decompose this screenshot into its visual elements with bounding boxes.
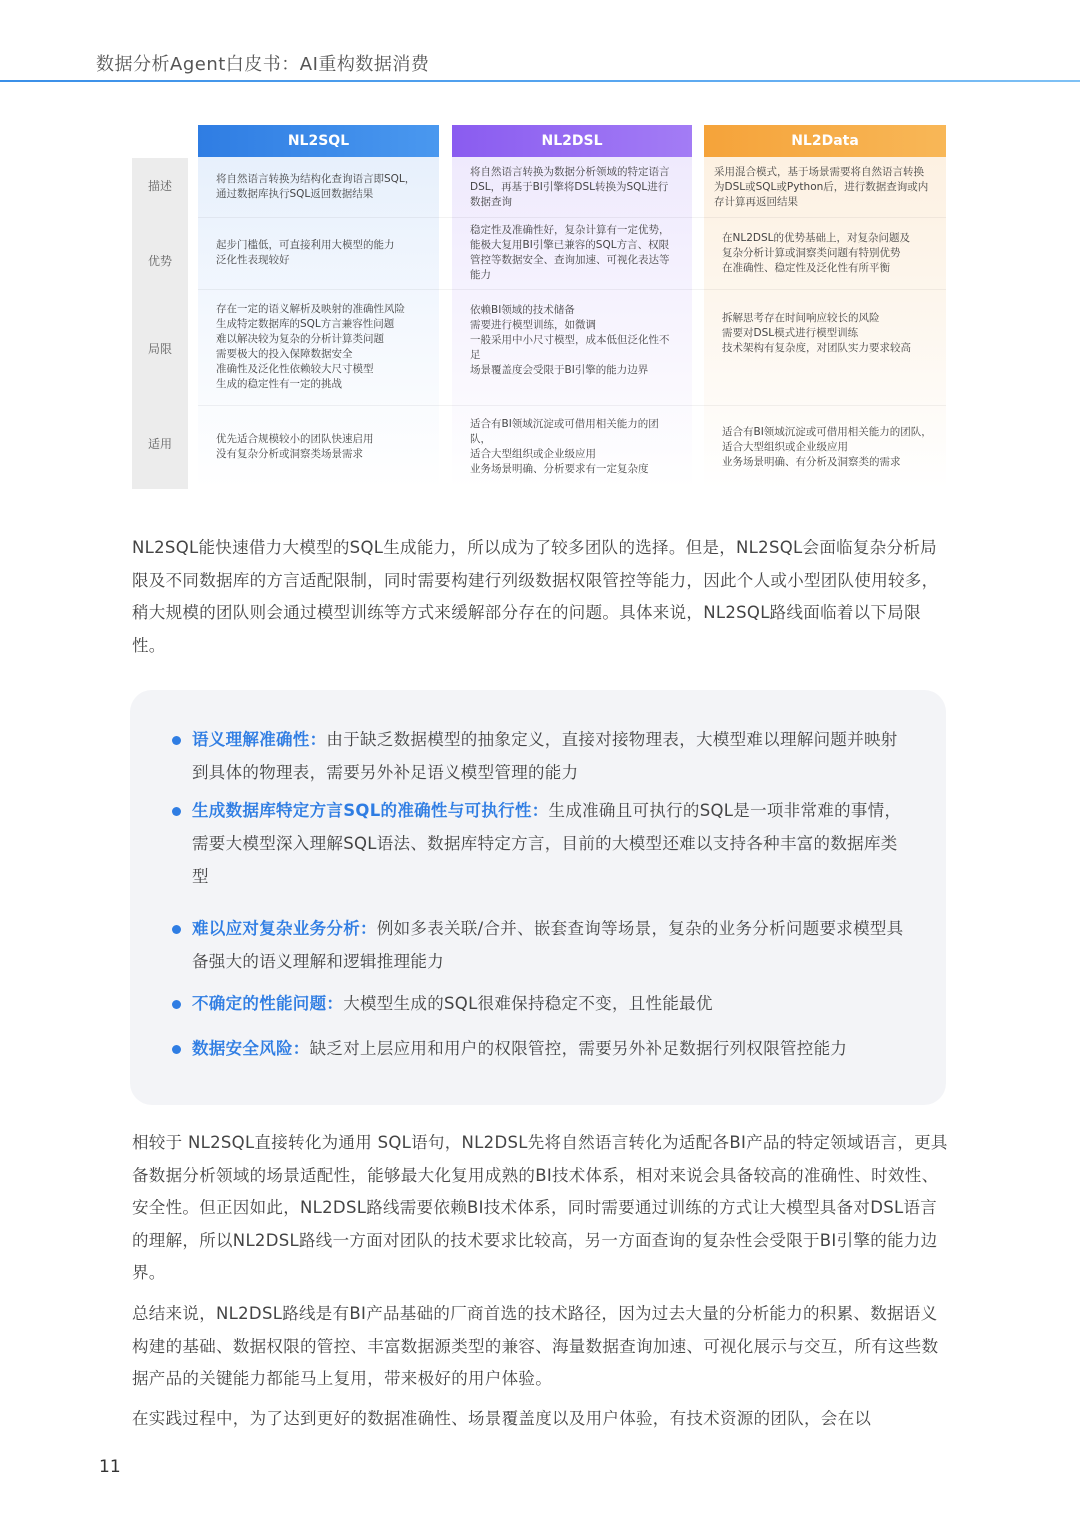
cell-nl2sql-limitation: 存在一定的语义解析及映射的准确性风险 生成特定数据库的SQL方言兼容性问题 难以解决较为复杂的分析计算类问题 需要极大的投入保障数据安全 准确性及泛化性依赖较大尺寸模型 生成的稳定性有一定的挑战: [216, 303, 405, 390]
list-item: [172, 1032, 912, 1065]
document-header-title: 数据分析Agent白皮书：AI重构数据消费: [96, 54, 430, 75]
list-item-text: 缺乏对上层应用和用户的权限管控，需要另外补足数据行列权限管控能力: [309, 1039, 848, 1058]
limitations-callout: [130, 690, 946, 1105]
bullet-dot-icon: [172, 736, 181, 745]
comparison-table: [132, 125, 948, 489]
cell-nl2dsl-applicable: 适合有BI领域沉淀或可借用相关能力的团队， 适合大型组织或企业级应用 业务场景明确、分析要求有一定复杂度: [470, 418, 659, 475]
paragraph-summary: 总结来说，NL2DSL路线是有BI产品基础的厂商首选的技术路径，因为过去大量的分析能力的积累、数据语义构建的基础、数据权限的管控、丰富数据源类型的兼容、海量数据查询加速、可视化展示与交互，所有这些数据产品的关键能力都能马上复用，带来极好的用户体验。: [132, 1304, 939, 1388]
list-item-text: 由于缺乏数据模型的抽象定义，直接对接物理表，大模型难以理解问题并映射到具体的物理表，需要另外补足语义模型管理的能力: [192, 730, 898, 782]
column-header-nl2sql: NL2SQL: [198, 125, 439, 157]
list-item-term: 生成数据库特定方言SQL的准确性与可执行性：: [192, 801, 549, 820]
list-item-text: 例如多表关联/合并、嵌套查询等场景，复杂的业务分析问题要求模型具备强大的语义理解和逻辑推理能力: [192, 919, 904, 971]
row-label-advantage: 优势: [147, 254, 172, 268]
list-item-term: 不确定的性能问题：: [192, 994, 344, 1013]
column-nl2data: [704, 125, 946, 489]
cell-nl2dsl-advantage: 稳定性及准确性好，复杂计算有一定优势， 能极大复用BI引擎已兼容的SQL方言、权限 管控等数据安全、查询加速、可视化表达等 能力: [470, 224, 670, 281]
row-label-limitation: 局限: [147, 342, 172, 356]
row-label-applicable: 适用: [147, 437, 172, 451]
bullet-dot-icon: [172, 1045, 181, 1054]
column-header-nl2dsl: NL2DSL: [452, 125, 692, 157]
page-number: 11: [99, 1457, 121, 1477]
row-divider: [198, 405, 946, 406]
list-item-term: 数据安全风险：: [192, 1039, 310, 1058]
cell-nl2data-advantage: 在NL2DSL的优势基础上，对复杂问题及 复杂分析计算或洞察类问题有特别优势 在准确性、稳定性及泛化性有所平衡: [722, 231, 910, 274]
bullet-dot-icon: [172, 925, 181, 934]
row-divider: [198, 217, 946, 218]
cell-nl2data-applicable: 适合有BI领域沉淀或可借用相关能力的团队， 适合大型组织或企业级应用 业务场景明确、有分析及洞察类的需求: [722, 425, 932, 468]
column-nl2sql: [198, 125, 439, 489]
list-item-text: 大模型生成的SQL很难保持稳定不变，且性能最优: [343, 994, 713, 1013]
cell-nl2sql-applicable: 优先适合规模较小的团队快速启用 没有复杂分析或洞察类场景需求: [216, 433, 374, 460]
column-header-nl2data: NL2Data: [704, 125, 946, 157]
cell-nl2data-description: 采用混合模式，基于场景需要将自然语言转换 为DSL或SQL或Python后，进行数据查询或内 存计算再返回结果: [714, 165, 929, 208]
bullet-dot-icon: [172, 807, 181, 816]
list-item-term: 语义理解准确性：: [192, 730, 327, 749]
paragraph-nl2sql-overview: NL2SQL能快速借力大模型的SQL生成能力，所以成为了较多团队的选择。但是，NL2SQL会面临复杂分析局限及不同数据库的方言适配限制，同时需要构建行列级数据权限管控等能力，因此个人或小型团队使用较多，稍大规模的团队则会通过模型训练等方式来缓解部分存在的问题。具体来说，NL2SQL路线面临着以下局限性。: [132, 538, 939, 655]
list-item: [172, 794, 912, 893]
list-item-term: 难以应对复杂业务分析：: [192, 919, 377, 938]
header-divider: [0, 80, 1080, 82]
list-item: [172, 987, 912, 1020]
list-item: [172, 723, 912, 789]
bullet-dot-icon: [172, 1000, 181, 1009]
cell-nl2sql-description: 将自然语言转换为结构化查询语言即SQL， 通过数据库执行SQL返回数据结果: [216, 173, 416, 200]
cell-nl2data-limitation: 拆解思考存在时间响应较长的风险 需要对DSL模式进行模型训练 技术架构有复杂度，对团队实力要求较高: [722, 312, 911, 354]
cell-nl2dsl-description: 将自然语言转换为数据分析领域的特定语言 DSL，再基于BI引擎将DSL转换为SQL进行 数据查询: [470, 165, 670, 208]
cell-nl2sql-advantage: 起步门槛低，可直接利用大模型的能力 泛化性表现较好: [216, 239, 395, 266]
paragraph-nl2dsl-comparison: 相较于 NL2SQL直接转化为通用 SQL语句，NL2DSL先将自然语言转化为适配各BI产品的特定领域语言，更具备数据分析领域的场景适配性，能够最大化复用成熟的BI技术体系，相对来说会具备较高的准确性、时效性、安全性。但正因如此，NL2DSL路线需要依赖BI技术体系，同时需要通过训练的方式让大模型具备对DSL语言的理解，所以NL2DSL路线一方面对团队的技术要求比较高，另一方面查询的复杂性会受限于BI引擎的能力边界。: [132, 1133, 948, 1282]
paragraph-practice: 在实践过程中，为了达到更好的数据准确性、场景覆盖度以及用户体验，有技术资源的团队，会在以: [132, 1409, 872, 1428]
cell-nl2dsl-limitation: 依赖BI领域的技术储备 需要进行模型训练，如微调 一般采用中小尺寸模型，成本低但泛化性不足 场景覆盖度会受限于BI引擎的能力边界: [470, 304, 670, 376]
row-label-description: 描述: [147, 179, 172, 193]
list-item: [172, 912, 912, 978]
column-nl2dsl: [452, 125, 692, 489]
row-divider: [198, 289, 946, 290]
list-item-text: 生成准确且可执行的SQL是一项非常难的事情，需要大模型深入理解SQL语法、数据库特定方言，目前的大模型还难以支持各种丰富的数据库类型: [192, 801, 902, 886]
